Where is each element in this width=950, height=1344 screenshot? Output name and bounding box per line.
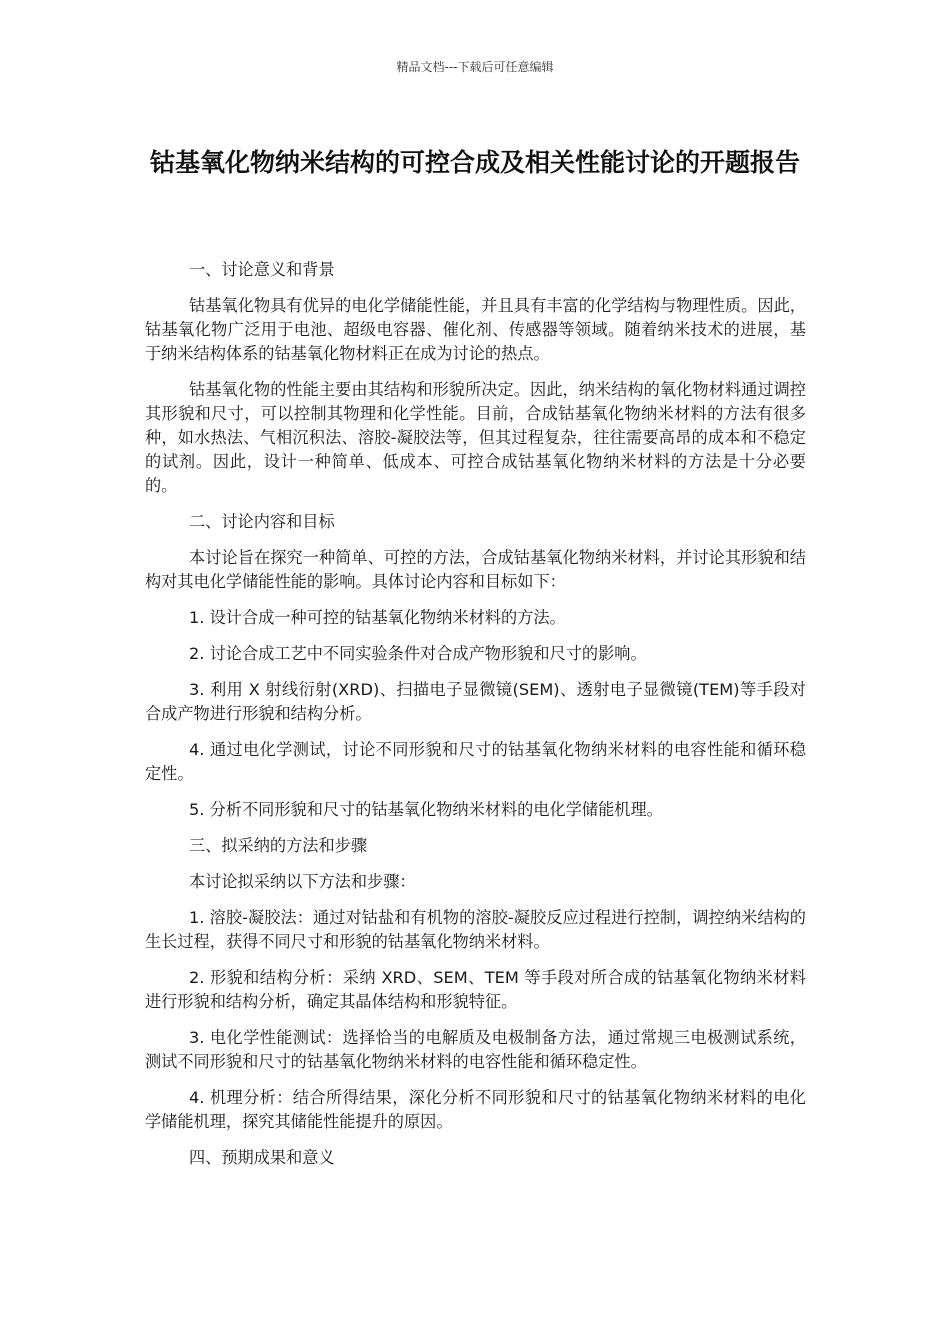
paragraph: 本讨论拟采纳以下方法和步骤： <box>189 872 416 891</box>
document-title: 钴基氧化物纳米结构的可控合成及相关性能讨论的开题报告 <box>150 148 801 177</box>
paragraph: 钴基氧化物具有优异的电化学储能性能，并且具有丰富的化学结构与物理性质。因此，钴基氧化物广泛用于电池、超级电容器、催化剂、传感器等领域。随着纳米技术的进展，基于纳米结构体系的钴基氧化物材料正在成为讨论的热点。 <box>145 296 806 363</box>
list-item: 3. 利用 X 射线衍射(XRD)、扫描电子显微镜(SEM)、透射电子显微镜(TEM)等手段对合成产物进行形貌和结构分析。 <box>145 680 806 723</box>
header-note: 精品文档---下载后可任意编辑 <box>396 60 554 74</box>
section-heading-2: 二、讨论内容和目标 <box>189 512 335 531</box>
list-item: 1. 设计合成一种可控的钴基氧化物纳米材料的方法。 <box>189 608 566 627</box>
section-heading-3: 三、拟采纳的方法和步骤 <box>189 836 368 855</box>
paragraph: 钴基氧化物的性能主要由其结构和形貌所决定。因此，纳米结构的氧化物材料通过调控其形貌和尺寸，可以控制其物理和化学性能。目前，合成钴基氧化物纳米材料的方法有很多种，如水热法、气相沉积法、溶胶-凝胶法等，但其过程复杂，往往需要高昂的成本和不稳定的试剂。因此，设计一种简单、低成本、可控合成钴基氧化物纳米材料的方法是十分必要的。 <box>145 380 806 495</box>
list-item: 2. 形貌和结构分析：采纳 XRD、SEM、TEM 等手段对所合成的钴基氧化物纳米材料进行形貌和结构分析，确定其晶体结构和形貌特征。 <box>145 968 806 1011</box>
paragraph: 本讨论旨在探究一种简单、可控的方法，合成钴基氧化物纳米材料，并讨论其形貌和结构对其电化学储能性能的影响。具体讨论内容和目标如下： <box>145 548 806 591</box>
list-item: 1. 溶胶-凝胶法：通过对钴盐和有机物的溶胶-凝胶反应过程进行控制，调控纳米结构的生长过程，获得不同尺寸和形貌的钴基氧化物纳米材料。 <box>145 908 806 951</box>
list-item: 4. 通过电化学测试，讨论不同形貌和尺寸的钴基氧化物纳米材料的电容性能和循环稳定性。 <box>145 740 806 783</box>
list-item: 2. 讨论合成工艺中不同实验条件对合成产物形貌和尺寸的影响。 <box>189 644 647 663</box>
section-heading-1: 一、讨论意义和背景 <box>189 260 335 279</box>
list-item: 3. 电化学性能测试：选择恰当的电解质及电极制备方法，通过常规三电极测试系统，测试不同形貌和尺寸的钴基氧化物纳米材料的电容性能和循环稳定性。 <box>145 1028 806 1071</box>
list-item: 4. 机理分析：结合所得结果，深化分析不同形貌和尺寸的钴基氧化物纳米材料的电化学储能机理，探究其储能性能提升的原因。 <box>145 1088 806 1131</box>
list-item: 5. 分析不同形貌和尺寸的钴基氧化物纳米材料的电化学储能机理。 <box>189 800 663 819</box>
document-body <box>145 258 806 1182</box>
section-heading-4: 四、预期成果和意义 <box>189 1148 335 1167</box>
